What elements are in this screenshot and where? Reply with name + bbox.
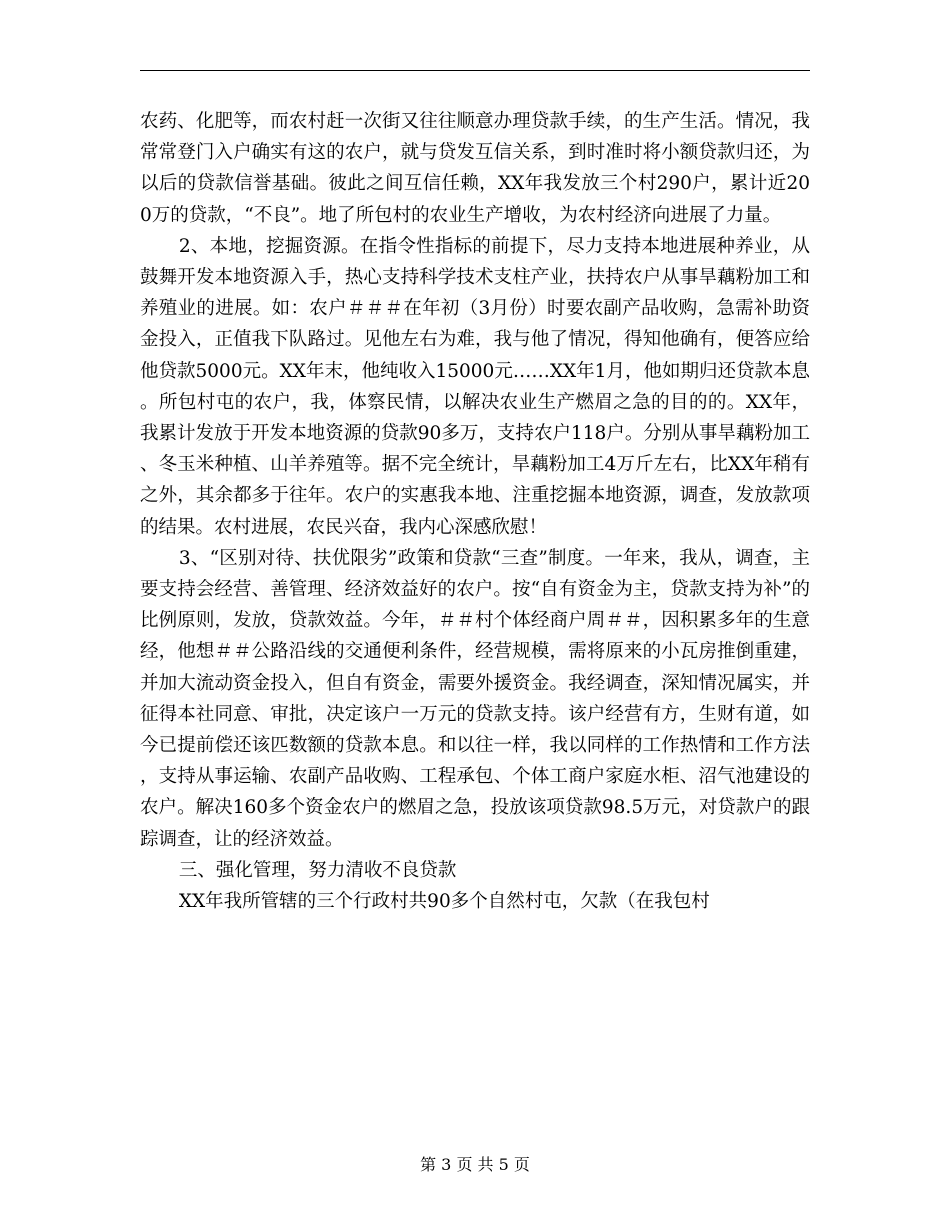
paragraph-local-resources: 2、本地，挖掘资源。在指令性指标的前提下，尽力支持本地进展种养业，从鼓舞开发本地资源入手，热心支持科学技术支柱产业，扶持农户从事旱藕粉加工和养殖业的进展。如：农户＃＃＃在年初（3月份）时要农副产品收购，急需补助资金投入，正值我下队路过。见他左右为难，我与他了情况，得知他确有，便答应给他贷款5000元。XX年末，他纯收入15000元……XX年1月，他如期归还贷款本息。所包村屯的农户，我，体察民情，以解决农业生产燃眉之急的目的的。XX年，我累计发放于开发本地资源的贷款90多万，支持农户118户。分别从事旱藕粉加工、冬玉米种植、山羊养殖等。据不完全统计，旱藕粉加工4万斤左右，比XX年稍有之外，其余都多于往年。农户的实惠我本地、注重挖掘本地资源，调查，发放款项的结果。农村进展，农民兴奋，我内心深感欣慰！ xyxy=(140,235,810,538)
document-body xyxy=(140,106,810,917)
paragraph-loan-trust: 农药、化肥等，而农村赶一次街又往往顺意办理贷款手续，的生产生活。情况，我常常登门入户确实有这的农户，就与贷发互信关系，到时准时将小额贷款归还，为以后的贷款信誉基础。彼此之间互信任赖，XX年我发放三个村290户，累计近200万的贷款，“不良”。地了所包村的农业生产增收，为农村经济向进展了力量。 xyxy=(140,111,810,226)
section-heading-bad-loans: 三、强化管理，努力清收不良贷款 xyxy=(178,859,457,881)
header-rule xyxy=(140,70,810,71)
paragraph-three-checks-policy: 3、“区别对待、扶优限劣”政策和贷款“三查”制度。一年来，我从，调查，主要支持会经营、善管理、经济效益好的农户。按“自有资金为主，贷款支持为补”的比例原则，发放，贷款效益。今年，＃＃村个体经商户周＃＃，因积累多年的生意经，他想＃＃公路沿线的交通便利条件，经营规模，需将原来的小瓦房推倒重建，并加大流动资金投入，但自有资金，需要外援资金。我经调查，深知情况属实，并征得本社同意、审批，决定该户一万元的贷款支持。该户经营有方，生财有道，如今已提前偿还该匹数额的贷款本息。和以往一样，我以同样的工作热情和工作方法，支持从事运输、农副产品收购、工程承包、个体工商户家庭水柜、沼气池建设的农户。解决160多个资金农户的燃眉之急，投放该项贷款98.5万元，对贷款户的跟踪调查，让的经济效益。 xyxy=(140,547,810,850)
page-footer: 第 3 页 共 5 页 xyxy=(420,1155,530,1174)
paragraph-villages-arrears: XX年我所管辖的三个行政村共90多个自然村屯，欠款（在我包村 xyxy=(178,891,710,913)
